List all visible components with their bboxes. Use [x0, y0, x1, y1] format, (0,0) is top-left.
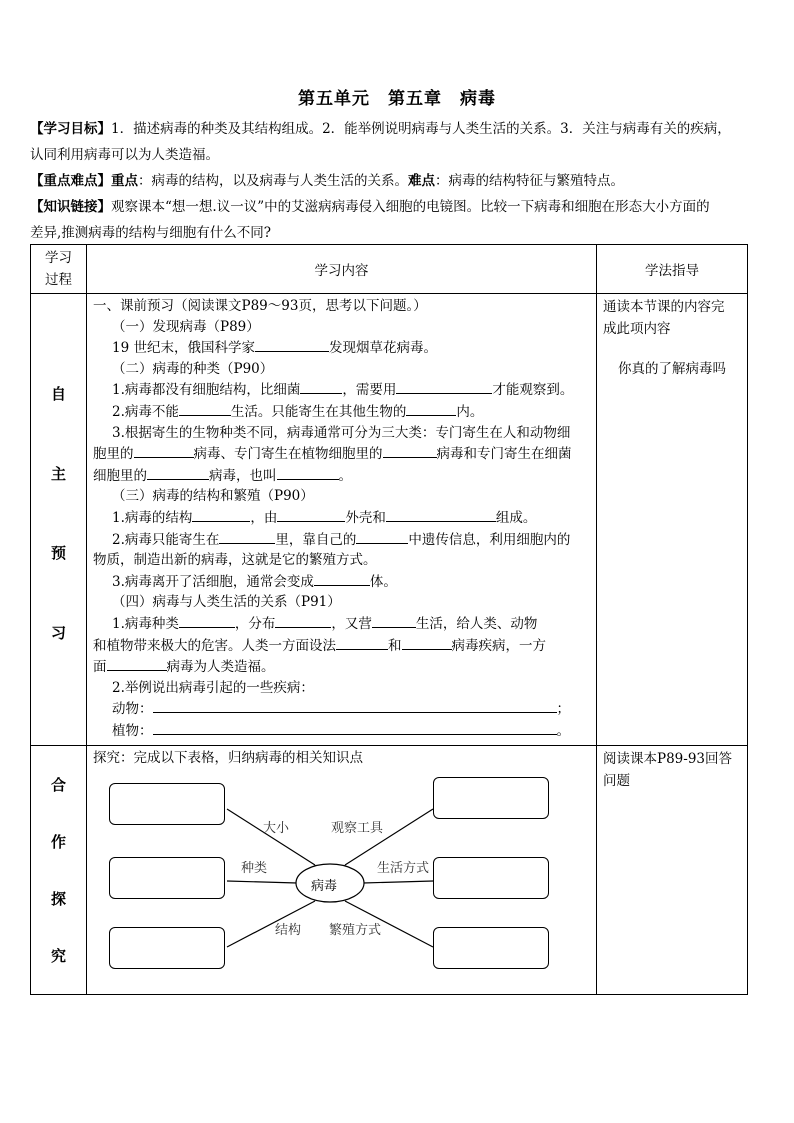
answer-box-structure[interactable] [109, 927, 225, 969]
blank[interactable] [372, 613, 416, 628]
header-process: 学习过程 [31, 245, 87, 294]
guide-line-1: 通读本节课的内容完 [603, 299, 725, 315]
key-tag: 【重点难点】 [30, 173, 111, 189]
label-tool: 观察工具 [331, 821, 384, 837]
knowledge-link [30, 194, 765, 246]
blank[interactable] [406, 401, 456, 416]
guide-explore [597, 746, 748, 995]
q-structure-2b: 物质，制造出新的病毒，这就是它的繁殖方式。 [93, 552, 377, 569]
label-size: 大小 [263, 821, 290, 837]
blank[interactable] [314, 571, 370, 586]
page-title: 第五单元 第五章 病毒 [298, 89, 496, 109]
answer-box-tool[interactable] [433, 777, 549, 819]
blank[interactable] [179, 401, 231, 416]
answer-box-size[interactable] [109, 783, 225, 825]
label-kind: 种类 [241, 861, 268, 877]
q-relation-1b: 和植物带来极大的危害。人类一方面设法 和 病毒疾病，一方 [93, 635, 590, 657]
key-text-2: ：病毒的结构特征与繁殖特点。 [435, 173, 624, 189]
label-repro: 繁殖方式 [329, 923, 382, 939]
blank[interactable] [107, 656, 167, 671]
preview-heading: 一、课前预习（阅读课文P89～93页，思考以下问题。） [93, 298, 427, 314]
goal-text: 1．描述病毒的种类及其结构组成。2．能举例说明病毒与人类生活的关系。3．关注与病毒有关的疾病， [111, 121, 731, 137]
guide-line-2: 成此项内容 [603, 321, 671, 337]
blank[interactable] [300, 379, 342, 394]
link-tag: 【知识链接】 [30, 199, 111, 215]
link-text-2: 差异,推测病毒的结构与细胞有什么不同? [30, 225, 272, 241]
goal-tag: 【学习目标】 [30, 121, 111, 137]
blank[interactable] [179, 613, 235, 628]
blank[interactable] [356, 529, 408, 544]
blank[interactable] [192, 507, 250, 522]
guide-preview [597, 294, 748, 746]
explore-title: 探究：完成以下表格，归纳病毒的相关知识点 [93, 750, 363, 767]
q-types-2: 2.病毒不能 生活。只能寄生在其他生物的 内。 [93, 401, 590, 423]
q-plant: 植物： 。 [93, 720, 590, 742]
q-types-3: 3.根据寄生的生物种类不同，病毒通常可分为三大类：专门寄生在人和动物细 [112, 424, 571, 441]
explore-content [87, 746, 597, 995]
goal-text-2: 认同利用病毒可以为人类造福。 [30, 147, 219, 163]
blank[interactable] [277, 507, 345, 522]
q-relation-2: 2.举例说出病毒引起的一些疾病： [112, 679, 314, 696]
key-points [30, 168, 765, 194]
blank[interactable] [402, 635, 452, 650]
header-guide: 学法指导 [597, 245, 748, 294]
blank[interactable] [277, 465, 339, 480]
section-discover: （一）发现病毒（P89） [112, 318, 260, 335]
row-label-self-preview: 自 主 预 习 [31, 294, 87, 746]
blank[interactable] [255, 337, 329, 352]
label-life: 生活方式 [377, 861, 430, 877]
section-relation: （四）病毒与人类生活的关系（P91） [112, 594, 341, 611]
blank[interactable] [147, 465, 209, 480]
blank[interactable] [386, 507, 496, 522]
label-structure: 结构 [275, 923, 302, 939]
guide2-line-2: 问题 [603, 773, 630, 790]
preview-content [87, 294, 597, 746]
learning-goals [30, 116, 765, 168]
guide2-line-1: 阅读课本P89-93回答 [603, 751, 733, 768]
blank[interactable] [383, 443, 437, 458]
q-structure-2: 2.病毒只能寄生在 里，靠自己的 中遗传信息，利用细胞内的 [93, 529, 590, 551]
blank[interactable] [153, 720, 557, 735]
key-label-1: 重点 [111, 173, 138, 189]
study-table [30, 244, 748, 995]
concept-map [87, 769, 596, 991]
blank[interactable] [275, 613, 331, 628]
q-animal: 动物： ； [93, 698, 590, 720]
q-relation-1c: 面 病毒为人类造福。 [93, 656, 590, 678]
blank[interactable] [153, 698, 557, 713]
answer-box-life[interactable] [433, 857, 549, 899]
blank[interactable] [134, 443, 194, 458]
header-content: 学习内容 [87, 245, 597, 294]
row-label-explore: 合 作 探 究 [31, 746, 87, 995]
link-text: 观察课本“想一想.议一议”中的艾滋病病毒侵入细胞的电镜图。比较一下病毒和细胞在形态大小方面的 [111, 199, 710, 215]
q-structure-1: 1.病毒的结构 ，由 外壳和 组成。 [93, 507, 590, 529]
q-types-3c: 细胞里的 病毒，也叫 。 [93, 465, 590, 487]
guide-line-3: 你真的了解病毒吗 [618, 361, 726, 377]
section-structure: （三）病毒的结构和繁殖（P90） [112, 488, 314, 505]
blank[interactable] [396, 379, 492, 394]
q-relation-1: 1.病毒种类 ，分布 ，又营 生活，给人类、动物 [93, 613, 590, 635]
answer-box-repro[interactable] [433, 927, 549, 969]
q-structure-3: 3.病毒离开了活细胞，通常会变成 体。 [93, 571, 590, 593]
key-label-2: 难点 [408, 173, 435, 189]
blank[interactable] [336, 635, 388, 650]
q-discover: 19 世纪末，俄国科学家 发现烟草花病毒。 [93, 337, 590, 359]
q-types-3b: 胞里的 病毒、专门寄生在植物细胞里的 病毒和专门寄生在细菌 [93, 443, 590, 465]
blank[interactable] [219, 529, 275, 544]
answer-box-kind[interactable] [109, 857, 225, 899]
q-types-1: 1.病毒都没有细胞结构，比细菌 ，需要用 才能观察到。 [93, 379, 590, 401]
center-node: 病毒 [311, 879, 338, 895]
section-types: （二）病毒的种类（P90） [112, 360, 274, 377]
key-text-1: ：病毒的结构，以及病毒与人类生活的关系。 [138, 173, 408, 189]
